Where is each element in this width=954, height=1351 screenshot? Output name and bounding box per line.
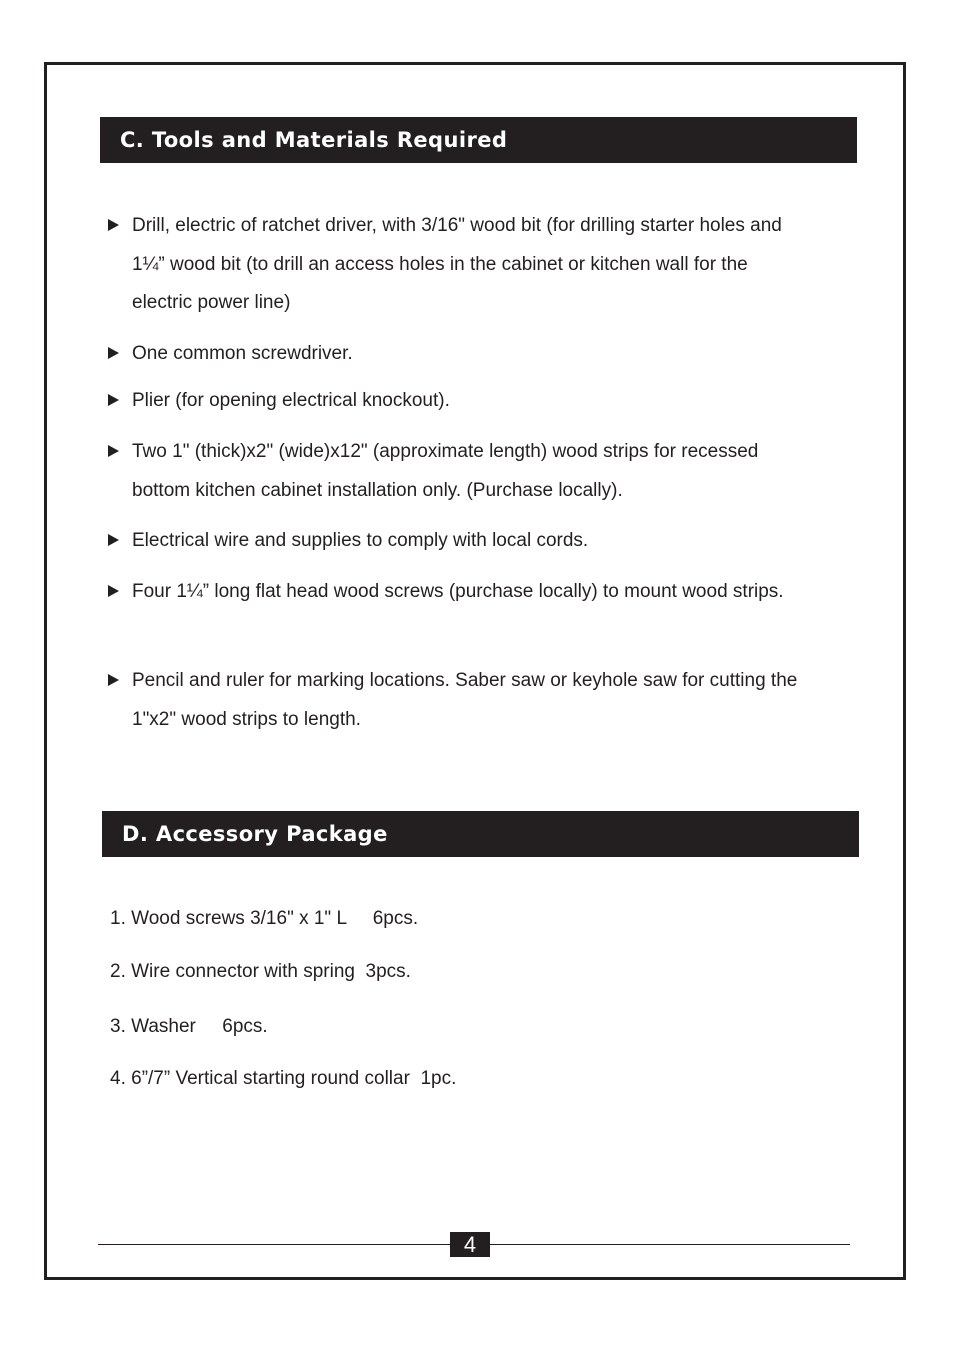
footer-rule-left [98, 1244, 450, 1245]
tool-item-text: One common screwdriver. [132, 343, 353, 364]
bullet-arrow-icon [108, 534, 119, 546]
tool-item [108, 522, 808, 561]
section-c-header [100, 117, 857, 163]
bullet-arrow-icon [108, 445, 119, 457]
bullet-arrow-icon [108, 585, 119, 597]
section-d-header [102, 811, 859, 857]
bullet-arrow-icon [108, 347, 119, 359]
page-number: 4 [450, 1232, 490, 1257]
tool-item [108, 662, 808, 739]
bullet-arrow-icon [108, 394, 119, 406]
accessory-item: 3. Washer 6pcs. [110, 1016, 268, 1037]
tool-item-text: Drill, electric of ratchet driver, with 3/16" wood bit (for drilling starter holes and 1¼” wood bit (to drill an access holes in the cabinet or kitchen wall for the electric power line) [132, 215, 782, 313]
accessory-item: 1. Wood screws 3/16" x 1" L 6pcs. [110, 908, 419, 929]
tool-item [108, 433, 808, 510]
accessory-item: 2. Wire connector with spring 3pcs. [110, 961, 411, 982]
tool-item [108, 573, 808, 612]
tool-item [108, 207, 808, 323]
bullet-arrow-icon [108, 674, 119, 686]
tool-item-text: Two 1" (thick)x2" (wide)x12" (approximate length) wood strips for recessed bottom kitchen cabinet installation only. (Purchase locally). [132, 441, 759, 501]
section-c-title: C. Tools and Materials Required [120, 128, 508, 152]
tool-item [108, 335, 808, 374]
tool-item-text: Pencil and ruler for marking locations. Saber saw or keyhole saw for cutting the 1"x2" wood strips to length. [132, 670, 798, 730]
tool-item-text: Four 1¼” long flat head wood screws (purchase locally) to mount wood strips. [132, 581, 784, 602]
section-d-title: D. Accessory Package [122, 822, 388, 846]
tool-item-text: Electrical wire and supplies to comply with local cords. [132, 530, 589, 551]
footer-rule-right [490, 1244, 850, 1245]
tool-item-text: Plier (for opening electrical knockout). [132, 390, 450, 411]
tool-item [108, 382, 808, 421]
bullet-arrow-icon [108, 219, 119, 231]
accessory-item: 4. 6”/7” Vertical starting round collar 1pc. [110, 1068, 457, 1089]
